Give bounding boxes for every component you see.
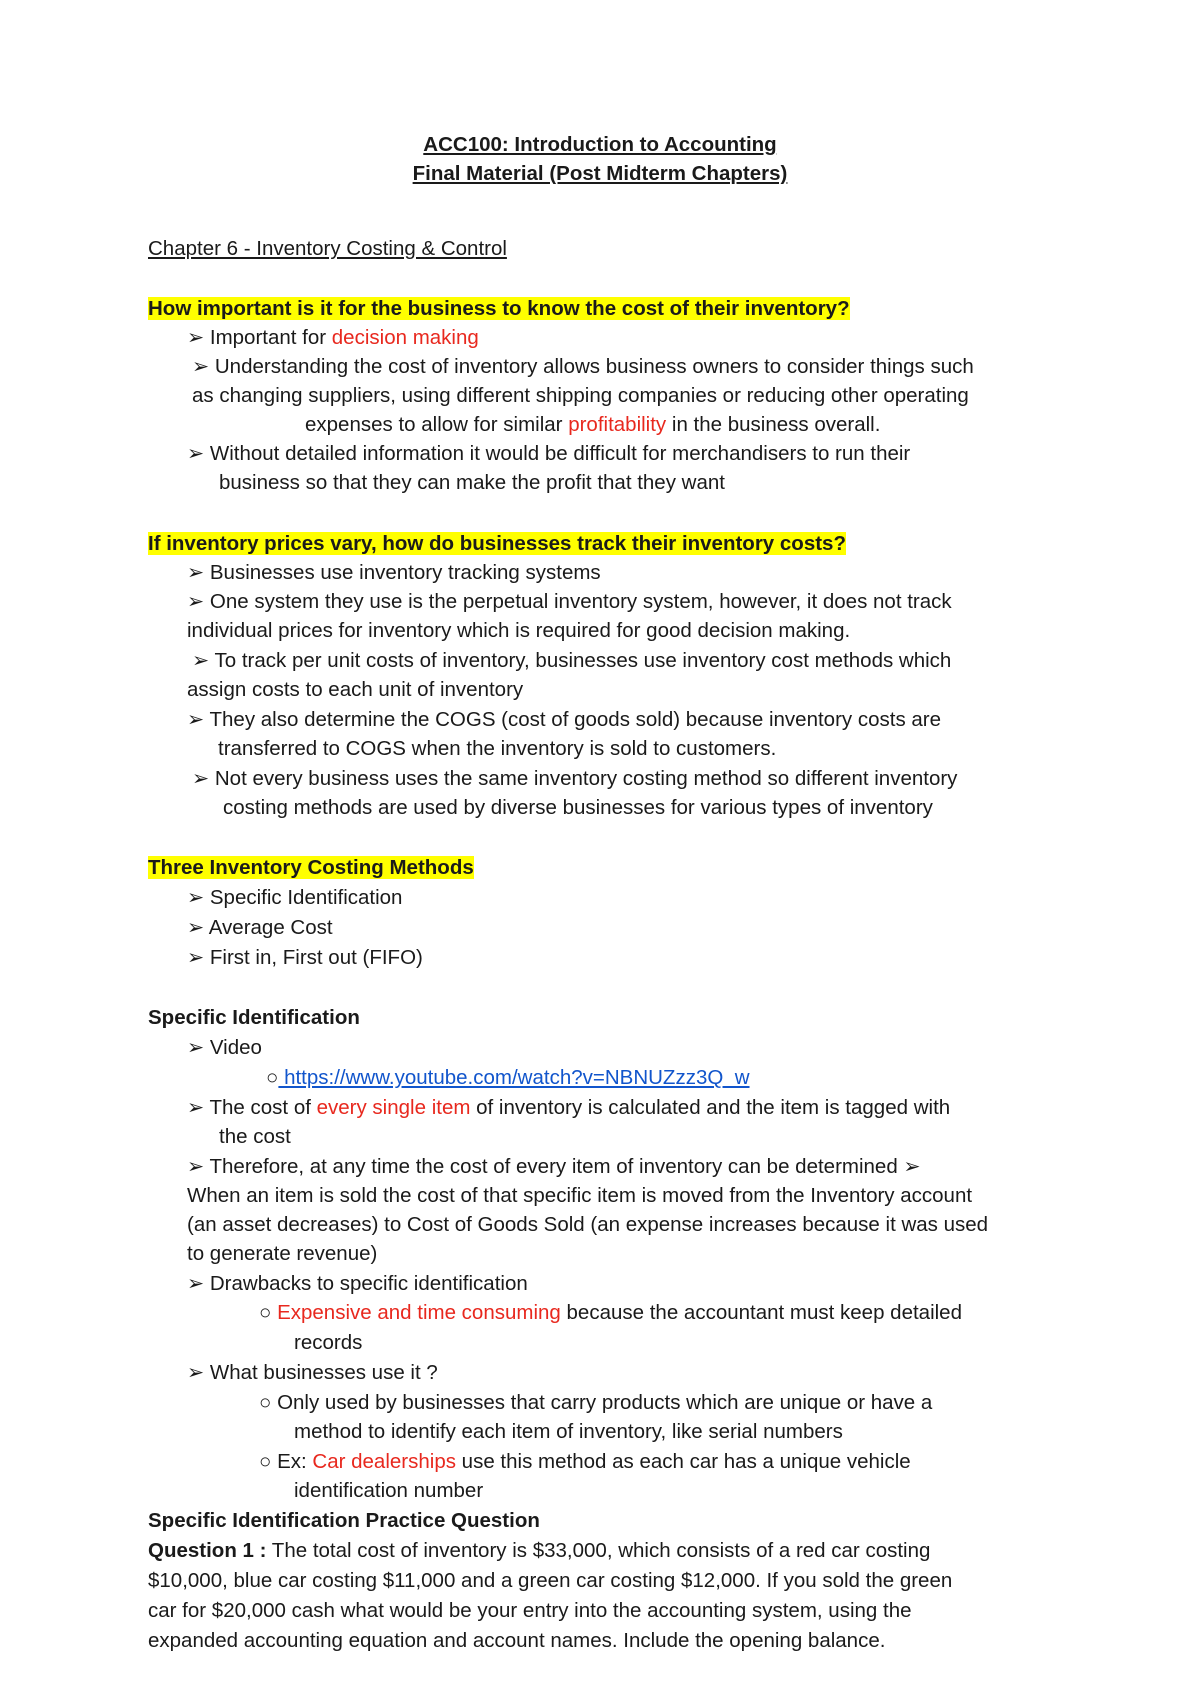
bullet-continuation: business so that they can make the profit that they want (219, 471, 725, 494)
practice-question-line: $10,000, blue car costing $11,000 and a green car costing $12,000. If you sold the green (148, 1569, 953, 1592)
bullet-item: ➢ They also determine the COGS (cost of goods sold) because inventory costs are (187, 708, 942, 731)
highlighted-heading: Three Inventory Costing Methods (148, 856, 474, 879)
practice-question: Question 1 : The total cost of inventory is $33,000, which consists of a red car costing (148, 1539, 931, 1562)
bullet-continuation: assign costs to each unit of inventory (187, 678, 524, 701)
doc-title: ACC100: Introduction to Accounting (423, 133, 777, 156)
bullet-item: ➢ Understanding the cost of inventory allows business owners to consider things such (192, 355, 974, 378)
circle-bullet-icon: ○ (266, 1066, 279, 1089)
section-heading-importance (148, 296, 850, 322)
youtube-video-link[interactable]: https://www.youtube.com/watch?v=NBNUZzz3Q_w (278, 1066, 750, 1089)
sub-bullet-item: ○ Expensive and time consuming because the accountant must keep detailed (259, 1301, 962, 1324)
section-heading-practice: Specific Identification Practice Question (148, 1509, 540, 1532)
bullet-item: ➢ Without detailed information it would be difficult for merchandisers to run their (187, 442, 911, 465)
sub-bullet-continuation: identification number (294, 1479, 484, 1502)
bullet-continuation: as changing suppliers, using different shipping companies or reducing other operating (192, 384, 969, 407)
practice-question-line: expanded accounting equation and account names. Include the opening balance. (148, 1629, 886, 1652)
emphasis-text: decision making (331, 326, 479, 349)
sub-bullet-item: ○ Only used by businesses that carry products which are unique or have a (259, 1391, 933, 1414)
bullet-continuation: the cost (219, 1125, 291, 1148)
emphasis-text: Car dealerships (312, 1450, 456, 1473)
question-label: Question 1 : (148, 1539, 267, 1562)
practice-question-line: car for $20,000 cash what would be your entry into the accounting system, using the (148, 1599, 912, 1622)
method-list-item: ➢ First in, First out (FIFO) (187, 946, 423, 969)
bullet-continuation: When an item is sold the cost of that specific item is moved from the Inventory account (187, 1184, 973, 1207)
emphasis-text: every single item (316, 1096, 471, 1119)
sub-bullet-item: ○ Ex: Car dealerships use this method as each car has a unique vehicle (259, 1450, 911, 1473)
chapter-heading: Chapter 6 - Inventory Costing & Control (148, 237, 507, 260)
bullet-continuation: (an asset decreases) to Cost of Goods Sold (an expense increases because it was used (187, 1213, 989, 1236)
section-heading-methods (148, 855, 474, 881)
highlighted-question: How important is it for the business to know the cost of their inventory? (148, 297, 850, 320)
bullet-item: ➢ The cost of every single item of inventory is calculated and the item is tagged with (187, 1096, 951, 1119)
video-link-item (266, 1065, 750, 1091)
emphasis-text: Expensive and time consuming (277, 1301, 561, 1324)
bullet-item: ➢ Businesses use inventory tracking systems (187, 561, 601, 584)
method-list-item: ➢ Average Cost (187, 916, 333, 939)
bullet-item: ➢ Important for decision making (187, 326, 479, 349)
bullet-item: ➢ Drawbacks to specific identification (187, 1272, 528, 1295)
doc-subtitle: Final Material (Post Midterm Chapters) (412, 162, 788, 185)
highlighted-question: If inventory prices vary, how do businesses track their inventory costs? (148, 532, 846, 555)
bullet-item: ➢ One system they use is the perpetual inventory system, however, it does not track (187, 590, 952, 613)
bullet-item: ➢ Therefore, at any time the cost of every item of inventory can be determined ➢ (187, 1155, 921, 1178)
bullet-continuation: costing methods are used by diverse businesses for various types of inventory (223, 796, 933, 819)
sub-bullet-continuation: method to identify each item of inventory, like serial numbers (294, 1420, 843, 1443)
bullet-item: ➢ Video (187, 1036, 262, 1059)
method-list-item: ➢ Specific Identification (187, 886, 403, 909)
emphasis-text: profitability (568, 413, 667, 436)
bullet-item: ➢ Not every business uses the same inventory costing method so different inventory (192, 767, 958, 790)
sub-bullet-continuation: records (294, 1331, 363, 1354)
bullet-item: ➢ What businesses use it ? (187, 1361, 438, 1384)
bullet-item: ➢ To track per unit costs of inventory, businesses use inventory cost methods which (192, 649, 952, 672)
section-heading-specific-identification: Specific Identification (148, 1006, 360, 1029)
section-heading-tracking (148, 531, 846, 557)
bullet-continuation: expenses to allow for similar profitability in the business overall. (305, 413, 881, 436)
bullet-continuation: individual prices for inventory which is required for good decision making. (187, 619, 851, 642)
bullet-continuation: transferred to COGS when the inventory is sold to customers. (218, 737, 777, 760)
bullet-continuation: to generate revenue) (187, 1242, 378, 1265)
